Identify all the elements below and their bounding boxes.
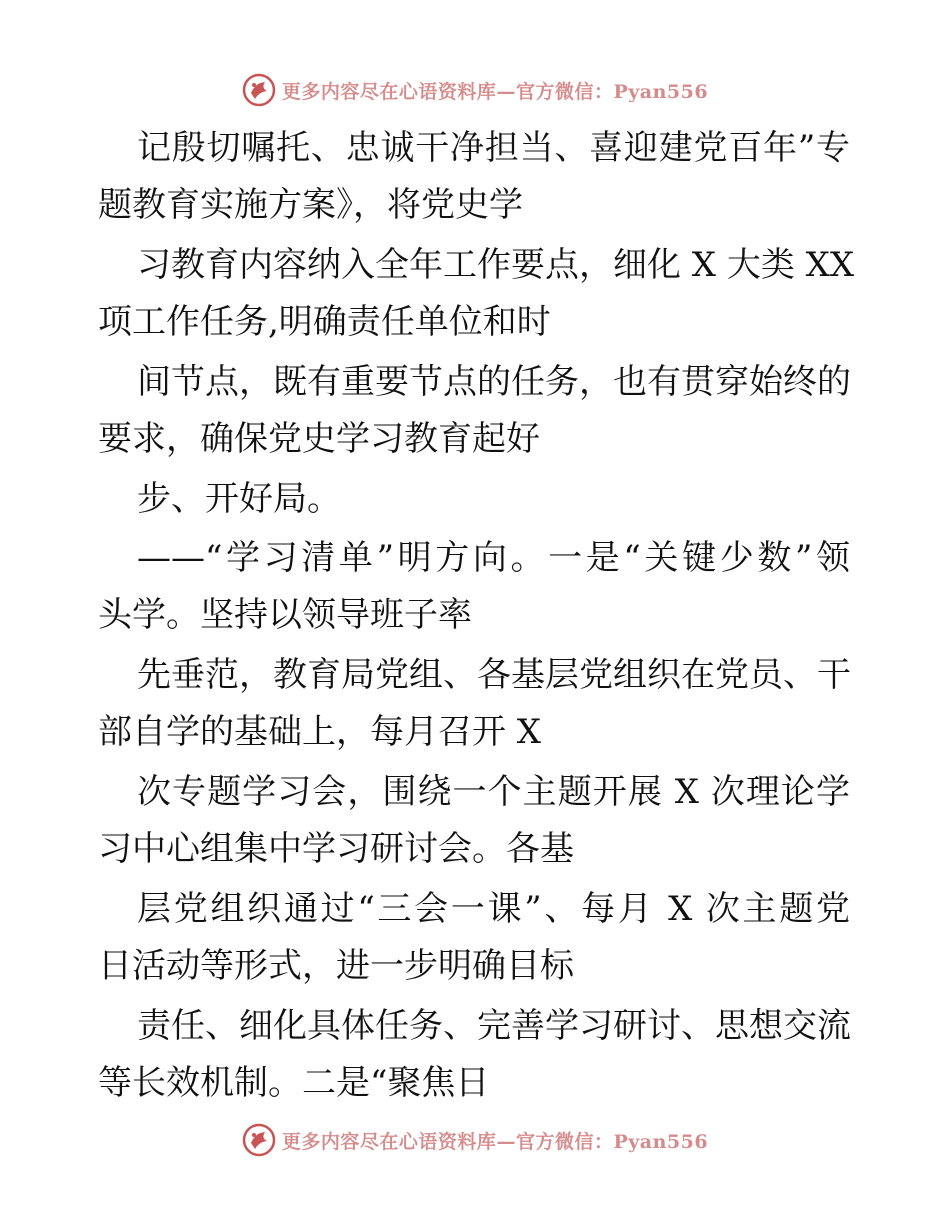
footer-watermark-wechat: 官方微信：Pyan556	[515, 1130, 709, 1153]
header-watermark-main: 更多内容尽在心语资料库	[281, 80, 497, 103]
body-line: ——“学习清单”明方向。一是“关键少数”领	[137, 538, 850, 578]
header-watermark-wechat: 官方微信：Pyan556	[515, 80, 709, 103]
body-line: 习教育内容纳入全年工作要点，细化 X 大类 XX	[137, 245, 855, 285]
footer-watermark-sep: —	[496, 1130, 516, 1153]
book-logo-icon	[242, 1123, 276, 1157]
body-line: 次专题学习会，围绕一个主题开展 X 次理论学	[137, 772, 850, 812]
body-line: 等长效机制。二是“聚焦日	[98, 1063, 490, 1103]
body-line: 习中心组集中学习研讨会。各基	[98, 829, 574, 869]
body-line: 步、开好局。	[137, 479, 341, 519]
body-line: 头学。坚持以领导班子率	[98, 595, 472, 635]
body-line: 层党组织通过“三会一课”、每月 X 次主题党	[137, 889, 850, 929]
body-line: 间节点，既有重要节点的任务，也有贯穿始终的	[137, 362, 851, 402]
header-watermark-sep: —	[496, 80, 516, 103]
body-line: 项工作任务,明确责任单位和时	[98, 302, 551, 342]
footer-watermark-text	[282, 1127, 708, 1154]
body-line: 责任、细化具体任务、完善学习研讨、思想交流	[137, 1006, 851, 1046]
body-line: 要求，确保党史学习教育起好	[98, 419, 540, 459]
body-line: 日活动等形式，进一步明确目标	[98, 946, 574, 986]
body-line: 记殷切嘱托、忠诚干净担当、喜迎建党百年”专	[137, 128, 850, 168]
body-line: 部自学的基础上，每月召开 X	[98, 712, 542, 752]
footer-watermark-main: 更多内容尽在心语资料库	[281, 1130, 497, 1153]
footer-watermark-banner	[0, 1120, 950, 1160]
body-line: 题教育实施方案》，将党史学	[98, 185, 523, 225]
body-line: 先垂范，教育局党组、各基层党组织在党员、干	[137, 655, 851, 695]
